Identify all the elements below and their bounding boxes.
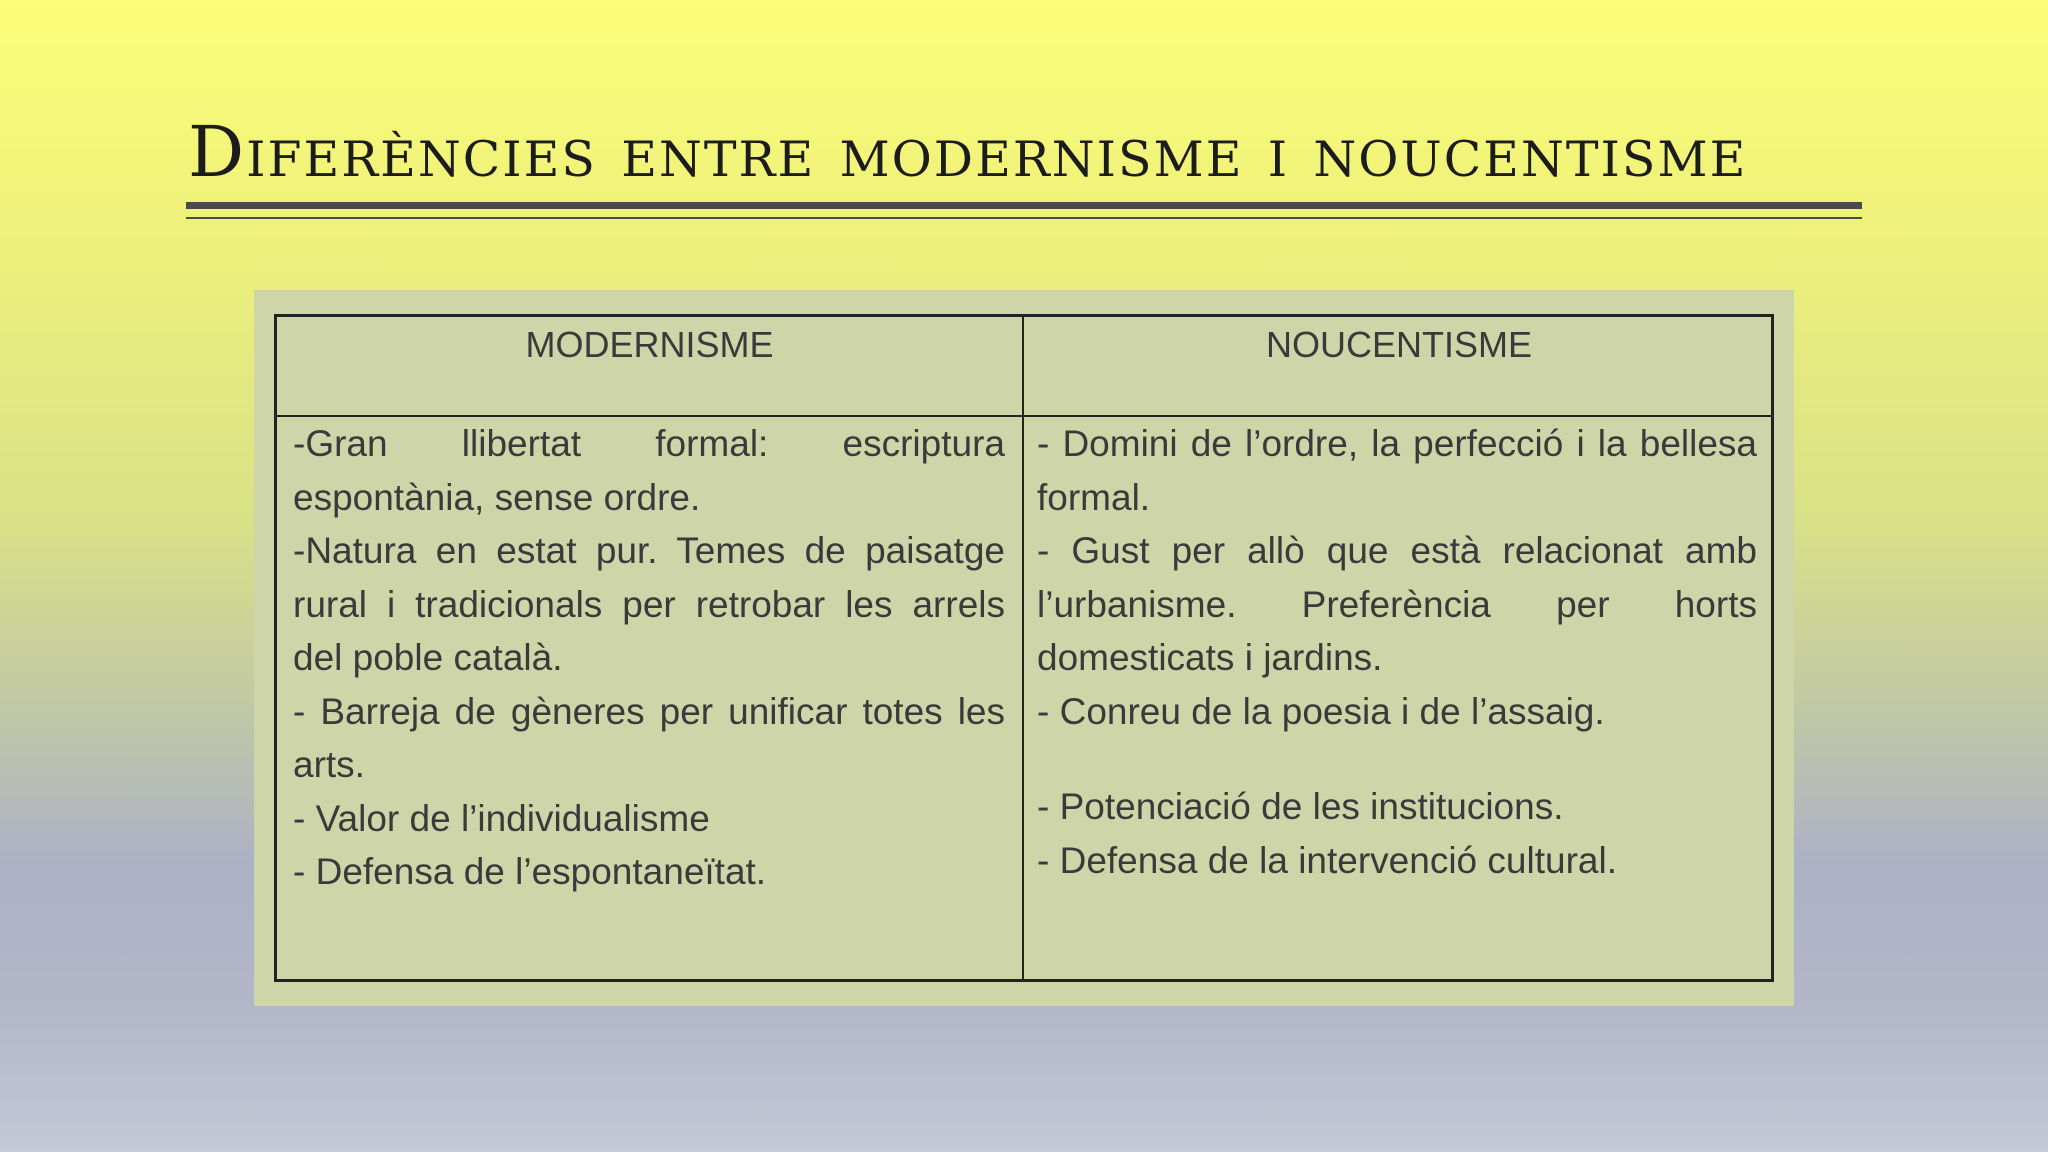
noucentisme-item: - Defensa de la intervenció cultural. — [1037, 839, 1617, 881]
comparison-table-panel — [254, 290, 1794, 1006]
header-modernisme: MODERNISME — [525, 324, 774, 365]
noucentisme-item: - Gust per allò que està relacionat amb l’urbanisme. Preferència per horts domesticats i jardins. — [1037, 530, 1757, 678]
modernisme-item: - Barreja de gèneres per unificar totes les arts. — [293, 690, 1005, 785]
modernisme-column — [293, 417, 1005, 899]
header-noucentisme: NOUCENTISME — [1265, 324, 1532, 365]
noucentisme-item: - Potenciació de les institucions. — [1037, 786, 1564, 827]
modernisme-item: - Valor de l’individualisme — [293, 797, 710, 839]
noucentisme-item: - Conreu de la poesia i de l’assaig. — [1037, 690, 1605, 732]
modernisme-item: -Natura en estat pur. Temes de paisatge rural i tradicionals per retrobar les arrels del poble català. — [293, 530, 1005, 678]
slide-title: Diferències entre modernisme i noucentisme — [188, 111, 1748, 193]
noucentisme-column — [1037, 417, 1757, 887]
title-underline-thick — [186, 202, 1862, 209]
comparison-table — [274, 314, 1774, 982]
item-spacer — [1037, 738, 1757, 780]
modernisme-item: - Defensa de l’espontaneïtat. — [293, 851, 767, 892]
title-underline-thin — [186, 217, 1862, 219]
noucentisme-item: - Domini de l’ordre, la perfecció i la bellesa formal. — [1037, 423, 1757, 518]
modernisme-item: -Gran llibertat formal: escriptura espontània, sense ordre. — [293, 423, 1005, 518]
